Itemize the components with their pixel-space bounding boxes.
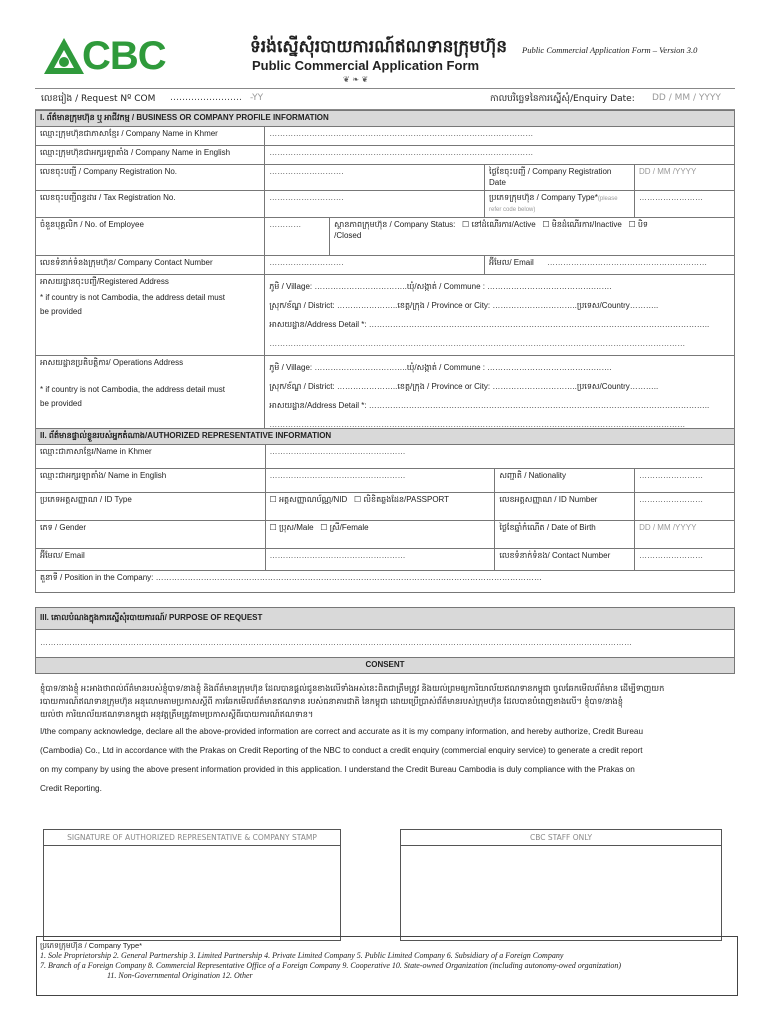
registered-detail-line[interactable]: អាសយដ្ឋាន/Address Detail *: ……………………………………………………………………………………………………………….. bbox=[269, 319, 710, 329]
company-email-field[interactable]: …………………………………………………… bbox=[547, 257, 708, 267]
nationality-field[interactable]: …………………… bbox=[635, 468, 735, 492]
staff-box bbox=[400, 829, 722, 941]
registered-address-title: អាសយដ្ឋានចុះបញ្ជី/Registered Address bbox=[40, 276, 169, 286]
gender-options bbox=[265, 520, 495, 548]
id-type-options bbox=[265, 492, 495, 520]
operations-village-line[interactable]: ភូមិ / Village: ……………………………..ឃុំ/សង្កាត់ / Commune : ………………………………….……. bbox=[269, 362, 612, 372]
consent-english-2: (Cambodia) Co., Ltd in accordance with the Prakas on Credit Reporting of the NBC to conduct a credit enquiry (commercial enquiry service) to generate a credit report bbox=[40, 746, 643, 755]
position-field[interactable]: តួនាទី / Position in the Company: ……………………………………………………………………………………………….……………………………… bbox=[36, 570, 735, 592]
registered-address-note-2: be provided bbox=[40, 306, 82, 316]
company-contact-label: លេខទំនាក់ទំនងក្រុមហ៊ុន/ Company Contact Number bbox=[36, 255, 265, 274]
section-1-title: I. ព័ត៌មានក្រុមហ៊ុន ឬ អាជីវកម្ម / BUSINESS OR COMPANY PROFILE INFORMATION bbox=[36, 111, 735, 127]
registered-village-line[interactable]: ភូមិ / Village: ……………………………..ឃុំ/សង្កាត់ / Commune : ………………………………….……. bbox=[269, 281, 612, 291]
company-type-hint: (please refer code below) bbox=[489, 196, 618, 214]
request-number-field[interactable]: …………………… bbox=[170, 93, 242, 103]
registered-district-line[interactable]: ស្រុក/ខ័ណ្ឌ / District: …………………..ខេត្ត/ក្រុង / Province or City: …………………………..ប្រទេស/Country……….. bbox=[269, 300, 659, 310]
company-types-line-1: 1. Sole Proprietorship 2. General Partnership 3. Limited Partnership 4. Private Limited Company 5. Public Limited Company 6. Subsidiary of a Foreign Company bbox=[40, 951, 564, 960]
employee-count-field[interactable]: ………… bbox=[265, 217, 330, 255]
dob-field[interactable]: DD / MM /YYYY bbox=[635, 520, 735, 548]
status-inactive-checkbox[interactable]: ☐ មិនដំណើរការ/Inactive bbox=[542, 219, 622, 229]
enquiry-date-label: កាលបរិច្ឆេទនៃការស្នើសុំ/Enquiry Date: bbox=[490, 94, 635, 104]
company-types-title: ប្រភេទក្រុមហ៊ុន / Company Type* bbox=[40, 941, 143, 950]
consent-khmer-3: យល់ថា ការិយាល័យឥណទានកម្ពុជា អនុវត្តត្រឹមត្រូវតាមប្រកាសស្តីពីរបាយការណ៍ឥណទាន។ bbox=[40, 710, 314, 719]
rep-contact-field[interactable]: …………………… bbox=[635, 548, 735, 570]
ornament-icon: ❦ ❧ ❦ bbox=[343, 75, 369, 84]
tax-no-label: លេខចុះបញ្ជីពន្ធដារ / Tax Registration No. bbox=[36, 191, 265, 218]
registration-date-field[interactable]: DD / MM /YYYY bbox=[634, 164, 734, 191]
form-version: Public Commercial Application Form – Version 3.0 bbox=[522, 45, 698, 55]
form-title-khmer: ទំរង់ស្នើសុំរបាយការណ៍ឥណទានក្រុមហ៊ុន bbox=[250, 37, 507, 57]
operations-address-title: អាសយដ្ឋានប្រតិបត្តិការ/ Operations Address bbox=[40, 357, 184, 367]
registered-address-label bbox=[36, 274, 265, 355]
gender-label: ភេទ / Gender bbox=[36, 520, 266, 548]
gender-male-checkbox[interactable]: ☐ ប្រុស/Male bbox=[269, 522, 314, 532]
operations-address-note: * if country is not Cambodia, the address detail must bbox=[40, 384, 225, 394]
section-2-title: II. ព័ត៌មានផ្ទាល់ខ្លួនរបស់អ្នកតំណាង/AUTHORIZED REPRESENTATIVE INFORMATION bbox=[36, 429, 735, 445]
rep-name-kh-field[interactable]: …………………………………………… bbox=[265, 444, 734, 468]
rep-name-en-field[interactable]: …………………………………………… bbox=[265, 468, 495, 492]
enquiry-date-field[interactable]: DD / MM / YYYY bbox=[652, 93, 721, 103]
registration-date-label: ថ្ងៃខែចុះបញ្ជី / Company Registration Date bbox=[485, 164, 635, 191]
request-number-suffix: -YY bbox=[250, 93, 264, 103]
status-closed-label: /Closed bbox=[334, 230, 362, 240]
signature-label: SIGNATURE OF AUTHORIZED REPRESENTATIVE & COMPANY STAMP bbox=[44, 830, 340, 846]
id-type-passport-checkbox[interactable]: ☐ លិខិតឆ្លងដែន/PASSPORT bbox=[354, 494, 450, 504]
operations-district-line[interactable]: ស្រុក/ខ័ណ្ឌ / District: …………………..ខេត្ត/ក្រុង / Province or City: …………………………..ប្រទេស/Country……….. bbox=[269, 381, 659, 391]
company-name-en-label: ឈ្មោះក្រុមហ៊ុនជាអក្សរឡាតាំង / Company Name in English bbox=[36, 145, 265, 164]
company-types-legend bbox=[36, 936, 738, 996]
purpose-table bbox=[35, 607, 735, 674]
company-name-kh-label: ឈ្មោះក្រុមហ៊ុនជាភាសាខ្មែរ / Company Name in Khmer bbox=[36, 126, 265, 145]
operations-address-label bbox=[36, 355, 265, 436]
section-3-title: III. គោលបំណងក្នុងការស្នើសុំរបាយការណ៍/ PURPOSE OF REQUEST bbox=[36, 608, 735, 630]
company-name-en-field[interactable]: ……………………………………………………………………………………… bbox=[265, 145, 735, 164]
company-contact-field[interactable]: ………………………. bbox=[265, 255, 485, 274]
request-line bbox=[35, 88, 735, 110]
company-status-label: ស្ថានភាពក្រុមហ៊ុន / Company Status: bbox=[334, 219, 456, 229]
id-number-label: លេខអត្តសញ្ញាណ / ID Number bbox=[495, 492, 635, 520]
consent-text bbox=[40, 682, 730, 798]
registration-no-label: លេខចុះបញ្ជី / Company Registration No. bbox=[36, 164, 265, 191]
id-type-nid-checkbox[interactable]: ☐ អត្តសញ្ញាណប័ណ្ណ/NID bbox=[269, 494, 348, 504]
rep-name-en-label: ឈ្មោះជាអក្សរឡាតាំង/ Name in English bbox=[36, 468, 266, 492]
representative-table bbox=[35, 428, 735, 593]
tax-no-field[interactable]: ………………………. bbox=[265, 191, 485, 218]
registered-address-note: * if country is not Cambodia, the address detail must bbox=[40, 292, 225, 302]
company-types-line-2: 7. Branch of a Foreign Company 8. Commercial Representative Office of a Foreign Company 9. Cooperative 10. State-owned Organization (including autonomy-owed organization) bbox=[40, 961, 622, 970]
dob-label: ថ្ងៃខែឆ្នាំកំណើត / Date of Birth bbox=[495, 520, 635, 548]
company-type-field[interactable]: …………………… bbox=[634, 191, 734, 218]
rep-name-kh-label: ឈ្មោះជាភាសាខ្មែរ/Name in Khmer bbox=[36, 444, 266, 468]
logo-text: CBC bbox=[82, 34, 166, 78]
registration-no-field[interactable]: ………………………. bbox=[265, 164, 485, 191]
registered-address-fields[interactable] bbox=[265, 274, 735, 355]
id-number-field[interactable]: …………………… bbox=[635, 492, 735, 520]
registered-detail-extra[interactable]: ………………………………………………………………………………………………………………………………………… bbox=[269, 338, 686, 348]
staff-label: CBC STAFF ONLY bbox=[401, 830, 721, 846]
rep-contact-label: លេខទំនាក់ទំនង/ Contact Number bbox=[495, 548, 635, 570]
company-status-group bbox=[330, 217, 735, 255]
company-types-line-3: 11. Non-Governmental Origination 12. Other bbox=[107, 971, 253, 980]
cbc-logo-icon bbox=[42, 36, 86, 76]
consent-khmer-2: របាយការណ៍ឥណទានក្រុមហ៊ុន អនុលោមតាមប្រកាសស្តីពី ការឆែកមើលព័ត៌មានឥណទាន របស់ធនាគារជាតិ នៃកម្ពុជា ដោយប្រើប្រាស់ព័ត៌មានរបស់ក្រុមហ៊ុន ដែលបានបំពេញខាងលើ។ ខ្ញុំបាទ/នាងខ្ញុំ bbox=[40, 697, 623, 706]
employee-count-label: ចំនួនបុគ្គលិក / No. of Employee bbox=[36, 217, 265, 255]
company-name-kh-field[interactable]: ……………………………………………………………………………………… bbox=[265, 126, 735, 145]
operations-address-fields[interactable] bbox=[265, 355, 735, 436]
gender-female-checkbox[interactable]: ☐ ស្រី/Female bbox=[320, 522, 369, 532]
consent-english-1: I/the company acknowledge, declare all the above-provided information are correct and accurate as it is my company information, and hereby authorize, Credit Bureau bbox=[40, 727, 644, 736]
consent-khmer-1: ខ្ញុំបាទ/នាងខ្ញុំ អះអាងថាពល់ព័ត៌មានរបស់ខ្ញុំបាទ/នាងខ្ញុំ និងព័ត៌មានក្រុមហ៊ុន ដែលបានផ្តល់ជូនខាងលើទាំងអស់នេះពិតជាត្រឹមត្រូវ និងយល់ព្រមឲ្យការិយាល័យឥណទានកម្ពុជា ចូលឆែកមើលព័ត៌មាន ដើម្បីទាញយក bbox=[40, 684, 665, 693]
company-email-group bbox=[485, 255, 735, 274]
rep-email-field[interactable]: …………………………………………… bbox=[265, 548, 495, 570]
signature-box[interactable] bbox=[43, 829, 341, 941]
status-closed-checkbox[interactable]: ☐ បិទ bbox=[628, 219, 649, 229]
consent-title: CONSENT bbox=[36, 657, 735, 673]
form-title-english: Public Commercial Application Form bbox=[252, 58, 480, 73]
status-active-checkbox[interactable]: ☐ នៅដំណើរការ/Active bbox=[462, 219, 536, 229]
id-type-label: ប្រភេទអត្តសញ្ញាណ / ID Type bbox=[36, 492, 266, 520]
purpose-field[interactable]: …………………………………………………………………………………………………………………………………………………………………………………………………… bbox=[36, 629, 735, 657]
request-number-label: លេខរៀង / Request Nº COM bbox=[41, 94, 156, 104]
company-email-label: អ៊ីមែល/ Email bbox=[489, 257, 534, 267]
company-type-label bbox=[485, 191, 635, 218]
company-type-text: ប្រភេទក្រុមហ៊ុន / Company Type* bbox=[489, 193, 598, 203]
operations-detail-extra[interactable]: ………………………………………………………………………………………………………………………………………… bbox=[269, 419, 686, 429]
rep-email-label: អ៊ីមែល/ Email bbox=[36, 548, 266, 570]
consent-english-4: Credit Reporting. bbox=[40, 784, 102, 793]
operations-detail-line[interactable]: អាសយដ្ឋាន/Address Detail *: ……………………………………………………………………………………………………………….. bbox=[269, 400, 710, 410]
company-profile-table bbox=[35, 110, 735, 437]
operations-address-note-2: be provided bbox=[40, 398, 82, 408]
consent-english-3: on my company by using the above present information provided in this application. I understand the Credit Bureau Cambodia is duly compliance with the Prakas on bbox=[40, 765, 635, 774]
nationality-label: សញ្ជាតិ / Nationality bbox=[495, 468, 635, 492]
